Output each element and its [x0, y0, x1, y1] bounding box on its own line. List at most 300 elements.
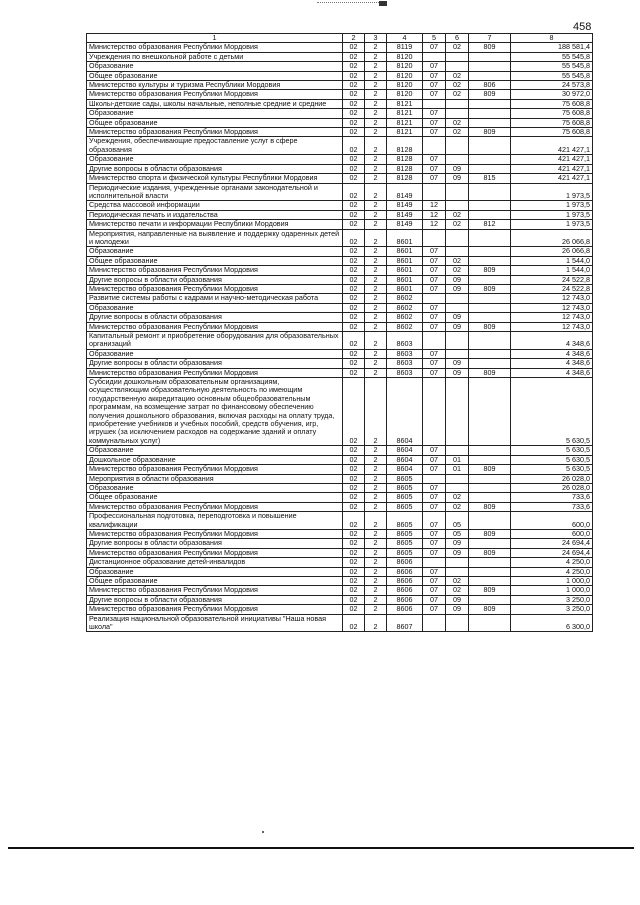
item-name-cell: Министерство образования Республики Мордовия: [87, 128, 343, 137]
subsection-code-cell: 02: [446, 493, 469, 502]
item-name-cell: Периодическая печать и издательства: [87, 210, 343, 219]
col-header: 1: [87, 34, 343, 43]
table-row: [87, 605, 593, 614]
section-code-cell: 12: [423, 201, 446, 210]
target-code-cell: 8149: [387, 183, 423, 201]
code-3-cell: 2: [365, 155, 387, 164]
item-name-cell: Другие вопросы в области образования: [87, 313, 343, 322]
amount-cell: 6 300,0: [511, 614, 593, 632]
amount-cell: 1 000,0: [511, 586, 593, 595]
target-code-cell: 8603: [387, 368, 423, 377]
item-name-cell: Образование: [87, 109, 343, 118]
item-name-cell: Министерство образования Республики Мордовия: [87, 266, 343, 275]
table-row: [87, 368, 593, 377]
code-2-cell: 02: [343, 576, 365, 585]
code-3-cell: 2: [365, 81, 387, 90]
target-code-cell: 8604: [387, 465, 423, 474]
table-row: [87, 210, 593, 219]
target-code-cell: 8602: [387, 294, 423, 303]
amount-cell: 1 973,5: [511, 183, 593, 201]
subsection-code-cell: [446, 137, 469, 155]
code-3-cell: 2: [365, 529, 387, 538]
target-code-cell: 8601: [387, 266, 423, 275]
code-3-cell: 2: [365, 474, 387, 483]
target-code-cell: 8601: [387, 284, 423, 293]
section-code-cell: 07: [423, 567, 446, 576]
amount-cell: 5 630,5: [511, 446, 593, 455]
section-code-cell: [423, 378, 446, 446]
department-code-cell: [469, 137, 511, 155]
subsection-code-cell: [446, 52, 469, 61]
col-header: 6: [446, 34, 469, 43]
department-code-cell: [469, 595, 511, 604]
code-2-cell: 02: [343, 446, 365, 455]
target-code-cell: 8603: [387, 332, 423, 350]
code-2-cell: 02: [343, 614, 365, 632]
code-2-cell: 02: [343, 493, 365, 502]
department-code-cell: [469, 294, 511, 303]
section-code-cell: 07: [423, 322, 446, 331]
table-row: [87, 137, 593, 155]
section-code-cell: [423, 183, 446, 201]
item-name-cell: Средства массовой информации: [87, 201, 343, 210]
code-3-cell: 2: [365, 483, 387, 492]
code-2-cell: 02: [343, 294, 365, 303]
item-name-cell: Министерство образования Республики Мордовия: [87, 43, 343, 52]
amount-cell: 421 427,1: [511, 137, 593, 155]
table-row: [87, 90, 593, 99]
table-row: [87, 174, 593, 183]
subsection-code-cell: 09: [446, 284, 469, 293]
amount-cell: 4 250,0: [511, 558, 593, 567]
amount-cell: 600,0: [511, 529, 593, 538]
subsection-code-cell: [446, 332, 469, 350]
subsection-code-cell: [446, 99, 469, 108]
subsection-code-cell: [446, 247, 469, 256]
subsection-code-cell: 09: [446, 174, 469, 183]
subsection-code-cell: 09: [446, 313, 469, 322]
page-number: 458: [573, 21, 592, 33]
section-code-cell: 07: [423, 275, 446, 284]
target-code-cell: 8128: [387, 137, 423, 155]
subsection-code-cell: 05: [446, 529, 469, 538]
amount-cell: 4 348,6: [511, 359, 593, 368]
subsection-code-cell: 09: [446, 164, 469, 173]
section-code-cell: [423, 137, 446, 155]
item-name-cell: Реализация национальной образовательной инициативы "Наша новая школа": [87, 614, 343, 632]
target-code-cell: 8605: [387, 512, 423, 530]
amount-cell: 1 973,5: [511, 201, 593, 210]
table-row: [87, 284, 593, 293]
table-row: [87, 465, 593, 474]
subsection-code-cell: 01: [446, 455, 469, 464]
subsection-code-cell: [446, 294, 469, 303]
subsection-code-cell: 02: [446, 256, 469, 265]
code-3-cell: 2: [365, 446, 387, 455]
item-name-cell: Образование: [87, 62, 343, 71]
target-code-cell: 8605: [387, 493, 423, 502]
scan-speck: [262, 831, 264, 833]
code-3-cell: 2: [365, 137, 387, 155]
section-code-cell: 07: [423, 128, 446, 137]
subsection-code-cell: 02: [446, 81, 469, 90]
code-2-cell: 02: [343, 474, 365, 483]
subsection-code-cell: [446, 378, 469, 446]
code-2-cell: 02: [343, 595, 365, 604]
subsection-code-cell: 09: [446, 368, 469, 377]
amount-cell: 600,0: [511, 512, 593, 530]
code-3-cell: 2: [365, 493, 387, 502]
target-code-cell: 8601: [387, 275, 423, 284]
section-code-cell: 07: [423, 605, 446, 614]
subsection-code-cell: [446, 474, 469, 483]
code-3-cell: 2: [365, 52, 387, 61]
table-row: [87, 256, 593, 265]
department-code-cell: [469, 493, 511, 502]
target-code-cell: 8603: [387, 349, 423, 358]
item-name-cell: Другие вопросы в области образования: [87, 275, 343, 284]
table-row: [87, 595, 593, 604]
table-row: [87, 229, 593, 247]
item-name-cell: Дошкольное образование: [87, 455, 343, 464]
code-3-cell: 2: [365, 90, 387, 99]
code-3-cell: 2: [365, 378, 387, 446]
department-code-cell: [469, 539, 511, 548]
section-code-cell: 07: [423, 512, 446, 530]
amount-cell: 1 973,5: [511, 210, 593, 219]
code-2-cell: 02: [343, 548, 365, 557]
target-code-cell: 8601: [387, 229, 423, 247]
code-3-cell: 2: [365, 502, 387, 511]
section-code-cell: 07: [423, 483, 446, 492]
subsection-code-cell: 09: [446, 275, 469, 284]
amount-cell: 24 694,4: [511, 548, 593, 557]
table-row: [87, 275, 593, 284]
amount-cell: 421 427,1: [511, 174, 593, 183]
code-2-cell: 02: [343, 52, 365, 61]
department-code-cell: [469, 512, 511, 530]
amount-cell: 188 581,4: [511, 43, 593, 52]
table-row: [87, 349, 593, 358]
table-row: [87, 512, 593, 530]
target-code-cell: 8121: [387, 128, 423, 137]
section-code-cell: 07: [423, 43, 446, 52]
code-3-cell: 2: [365, 313, 387, 322]
target-code-cell: 8128: [387, 174, 423, 183]
table-row: [87, 322, 593, 331]
department-code-cell: [469, 474, 511, 483]
bottom-rule: [8, 847, 634, 849]
table-row: [87, 455, 593, 464]
department-code-cell: [469, 71, 511, 80]
target-code-cell: 8120: [387, 90, 423, 99]
code-3-cell: 2: [365, 368, 387, 377]
item-name-cell: Мероприятия, направленные на выявление и поддержку одаренных детей и молодежи: [87, 229, 343, 247]
code-2-cell: 02: [343, 275, 365, 284]
table-row: [87, 71, 593, 80]
target-code-cell: 8606: [387, 576, 423, 585]
subsection-code-cell: 02: [446, 118, 469, 127]
table-row: [87, 576, 593, 585]
amount-cell: 1 000,0: [511, 576, 593, 585]
code-3-cell: 2: [365, 539, 387, 548]
code-2-cell: 02: [343, 529, 365, 538]
amount-cell: 30 972,0: [511, 90, 593, 99]
section-code-cell: 07: [423, 446, 446, 455]
target-code-cell: 8605: [387, 502, 423, 511]
code-3-cell: 2: [365, 465, 387, 474]
section-code-cell: 07: [423, 174, 446, 183]
table-row: [87, 313, 593, 322]
table-row: [87, 99, 593, 108]
amount-cell: 12 743,0: [511, 322, 593, 331]
code-3-cell: 2: [365, 359, 387, 368]
department-code-cell: [469, 275, 511, 284]
table-row: [87, 118, 593, 127]
code-2-cell: 02: [343, 512, 365, 530]
target-code-cell: 8602: [387, 322, 423, 331]
code-2-cell: 02: [343, 332, 365, 350]
table-row: [87, 332, 593, 350]
table-row: [87, 183, 593, 201]
code-3-cell: 2: [365, 220, 387, 229]
code-2-cell: 02: [343, 118, 365, 127]
code-3-cell: 2: [365, 118, 387, 127]
subsection-code-cell: [446, 183, 469, 201]
code-3-cell: 2: [365, 548, 387, 557]
department-code-cell: [469, 567, 511, 576]
code-3-cell: 2: [365, 256, 387, 265]
subsection-code-cell: [446, 109, 469, 118]
target-code-cell: 8149: [387, 201, 423, 210]
col-header: 8: [511, 34, 593, 43]
department-code-cell: [469, 576, 511, 585]
department-code-cell: 809: [469, 284, 511, 293]
subsection-code-cell: [446, 303, 469, 312]
item-name-cell: Дистанционное образование детей-инвалидов: [87, 558, 343, 567]
amount-cell: 26 028,0: [511, 474, 593, 483]
amount-cell: 26 028,0: [511, 483, 593, 492]
code-3-cell: 2: [365, 349, 387, 358]
target-code-cell: 8602: [387, 313, 423, 322]
section-code-cell: 07: [423, 313, 446, 322]
amount-cell: 3 250,0: [511, 595, 593, 604]
scan-header-mark: [317, 2, 387, 7]
code-3-cell: 2: [365, 183, 387, 201]
subsection-code-cell: 02: [446, 586, 469, 595]
table-row: [87, 247, 593, 256]
department-code-cell: [469, 558, 511, 567]
code-2-cell: 02: [343, 378, 365, 446]
table-row: [87, 378, 593, 446]
section-code-cell: [423, 52, 446, 61]
code-2-cell: 02: [343, 229, 365, 247]
item-name-cell: Министерство культуры и туризма Республики Мордовия: [87, 81, 343, 90]
code-2-cell: 02: [343, 368, 365, 377]
item-name-cell: Министерство печати и информации Республики Мордовия: [87, 220, 343, 229]
code-3-cell: 2: [365, 605, 387, 614]
table-row: [87, 567, 593, 576]
section-code-cell: [423, 474, 446, 483]
department-code-cell: 809: [469, 548, 511, 557]
item-name-cell: Министерство образования Республики Мордовия: [87, 529, 343, 538]
code-3-cell: 2: [365, 128, 387, 137]
subsection-code-cell: 01: [446, 465, 469, 474]
subsection-code-cell: 09: [446, 595, 469, 604]
item-name-cell: Образование: [87, 483, 343, 492]
code-3-cell: 2: [365, 62, 387, 71]
amount-cell: 1 544,0: [511, 256, 593, 265]
table-row: [87, 43, 593, 52]
section-code-cell: 07: [423, 493, 446, 502]
subsection-code-cell: [446, 483, 469, 492]
department-code-cell: [469, 229, 511, 247]
subsection-code-cell: 02: [446, 502, 469, 511]
section-code-cell: 07: [423, 284, 446, 293]
department-code-cell: [469, 446, 511, 455]
item-name-cell: Министерство образования Республики Мордовия: [87, 605, 343, 614]
section-code-cell: 07: [423, 465, 446, 474]
code-2-cell: 02: [343, 155, 365, 164]
code-2-cell: 02: [343, 483, 365, 492]
col-header: 5: [423, 34, 446, 43]
item-name-cell: Субсидии дошкольным образовательным организациям, осуществляющим образовательную деятельность по имеющим государственную аккредитацию основным общеобразовательным программам, на возмещение затрат по финансовому обеспечению получения дошкольного образования, включая расходы на оплату труда, приобретение учебников и учебных пособий, средств обучения, игр, игрушек (за исключением расходов на содержание зданий и оплату коммунальных услуг): [87, 378, 343, 446]
code-3-cell: 2: [365, 512, 387, 530]
subsection-code-cell: [446, 558, 469, 567]
subsection-code-cell: 09: [446, 605, 469, 614]
table-row: [87, 128, 593, 137]
department-code-cell: 809: [469, 128, 511, 137]
table-row: [87, 614, 593, 632]
table-row: [87, 493, 593, 502]
table-row: [87, 586, 593, 595]
target-code-cell: 8119: [387, 43, 423, 52]
item-name-cell: Учреждения по внешкольной работе с детьми: [87, 52, 343, 61]
target-code-cell: 8128: [387, 164, 423, 173]
section-code-cell: 07: [423, 349, 446, 358]
code-3-cell: 2: [365, 586, 387, 595]
department-code-cell: [469, 52, 511, 61]
col-header: 3: [365, 34, 387, 43]
table-row: [87, 62, 593, 71]
code-3-cell: 2: [365, 294, 387, 303]
code-3-cell: 2: [365, 576, 387, 585]
amount-cell: 26 066,8: [511, 229, 593, 247]
section-code-cell: 07: [423, 576, 446, 585]
item-name-cell: Министерство спорта и физической культуры Республики Мордовия: [87, 174, 343, 183]
table-row: [87, 266, 593, 275]
section-code-cell: [423, 99, 446, 108]
target-code-cell: 8605: [387, 548, 423, 557]
code-2-cell: 02: [343, 558, 365, 567]
subsection-code-cell: 02: [446, 220, 469, 229]
section-code-cell: 12: [423, 220, 446, 229]
table-row: [87, 303, 593, 312]
table-row: [87, 529, 593, 538]
subsection-code-cell: [446, 567, 469, 576]
department-code-cell: [469, 455, 511, 464]
section-code-cell: 12: [423, 210, 446, 219]
amount-cell: 12 743,0: [511, 303, 593, 312]
col-header: 4: [387, 34, 423, 43]
department-code-cell: [469, 155, 511, 164]
department-code-cell: [469, 164, 511, 173]
amount-cell: 12 743,0: [511, 294, 593, 303]
code-2-cell: 02: [343, 210, 365, 219]
item-name-cell: Министерство образования Республики Мордовия: [87, 322, 343, 331]
code-2-cell: 02: [343, 303, 365, 312]
amount-cell: 24 694,4: [511, 539, 593, 548]
department-code-cell: [469, 349, 511, 358]
item-name-cell: Министерство образования Республики Мордовия: [87, 90, 343, 99]
section-code-cell: 07: [423, 548, 446, 557]
item-name-cell: Профессиональная подготовка, переподготовка и повышение квалификации: [87, 512, 343, 530]
code-3-cell: 2: [365, 266, 387, 275]
code-3-cell: 2: [365, 614, 387, 632]
section-code-cell: 07: [423, 247, 446, 256]
amount-cell: 55 545,8: [511, 62, 593, 71]
subsection-code-cell: 05: [446, 512, 469, 530]
amount-cell: 75 608,8: [511, 128, 593, 137]
code-3-cell: 2: [365, 109, 387, 118]
target-code-cell: 8604: [387, 455, 423, 464]
section-code-cell: 07: [423, 164, 446, 173]
department-code-cell: [469, 201, 511, 210]
target-code-cell: 8606: [387, 586, 423, 595]
table-row: [87, 359, 593, 368]
code-3-cell: 2: [365, 332, 387, 350]
item-name-cell: Общее образование: [87, 576, 343, 585]
item-name-cell: Образование: [87, 349, 343, 358]
subsection-code-cell: 09: [446, 359, 469, 368]
code-2-cell: 02: [343, 567, 365, 576]
section-code-cell: 07: [423, 595, 446, 604]
section-code-cell: 07: [423, 90, 446, 99]
code-3-cell: 2: [365, 455, 387, 464]
code-3-cell: 2: [365, 201, 387, 210]
item-name-cell: Образование: [87, 247, 343, 256]
target-code-cell: 8606: [387, 558, 423, 567]
amount-cell: 4 348,6: [511, 368, 593, 377]
item-name-cell: Общее образование: [87, 256, 343, 265]
department-code-cell: [469, 313, 511, 322]
code-3-cell: 2: [365, 99, 387, 108]
target-code-cell: 8606: [387, 605, 423, 614]
item-name-cell: Общее образование: [87, 493, 343, 502]
section-code-cell: [423, 229, 446, 247]
code-2-cell: 02: [343, 605, 365, 614]
code-3-cell: 2: [365, 247, 387, 256]
department-code-cell: [469, 62, 511, 71]
item-name-cell: Образование: [87, 446, 343, 455]
amount-cell: 26 066,8: [511, 247, 593, 256]
amount-cell: 24 522,8: [511, 275, 593, 284]
target-code-cell: 8120: [387, 71, 423, 80]
amount-cell: 75 608,8: [511, 109, 593, 118]
department-code-cell: [469, 210, 511, 219]
item-name-cell: Образование: [87, 155, 343, 164]
code-2-cell: 02: [343, 359, 365, 368]
subsection-code-cell: 02: [446, 90, 469, 99]
code-2-cell: 02: [343, 266, 365, 275]
target-code-cell: 8606: [387, 567, 423, 576]
code-2-cell: 02: [343, 256, 365, 265]
section-code-cell: 07: [423, 71, 446, 80]
target-code-cell: 8120: [387, 81, 423, 90]
department-code-cell: [469, 118, 511, 127]
table-row: [87, 81, 593, 90]
section-code-cell: 07: [423, 529, 446, 538]
